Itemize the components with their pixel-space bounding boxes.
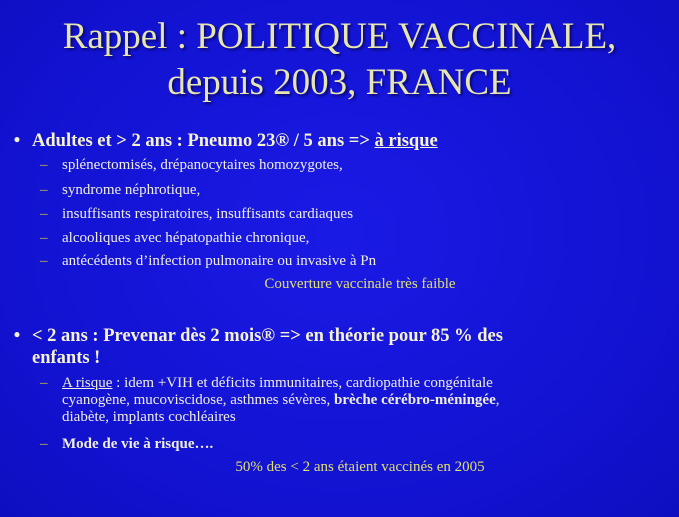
bullet-adults-text [32,130,669,152]
bullet-adults-underlined: à risque [374,131,438,151]
risk-line-2-bold: brèche cérébro-méningée [334,392,496,408]
sub-item-text: syndrome néphrotique, [62,182,201,198]
bullet-children-line-2: enfants ! [32,348,101,368]
dash-icon: – [40,230,48,246]
dash-icon: – [40,206,48,222]
risk-line-2-plain: cyanogène, mucoviscidose, asthmes sévères, [62,392,334,408]
bullet-dot-icon: • [13,326,21,346]
sub-item-3 [40,206,673,223]
risk-underlined: A risque [62,375,113,391]
sub-item-2 [40,182,673,199]
risk-line-2 [62,392,673,409]
sub-item-text: alcooliques avec hépatopathie chronique, [62,230,310,246]
risk-line-3: diabète, implants cochléaires [62,409,236,425]
bullet-adults [10,130,669,152]
sub-item-5 [40,253,673,270]
bullet-children-text [32,325,669,369]
dash-icon: – [40,253,48,269]
risk-line-1-text: : idem +VIH et déficits immunitaires, cardiopathie congénitale [112,375,493,391]
sub-item-text: insuffisants respiratoires, insuffisants cardiaques [62,206,354,222]
sub-item-1 [40,157,673,174]
title-line-2: depuis 2003, FRANCE [167,62,512,103]
bullet-adults-main: Adultes et > 2 ans : Pneumo 23® / 5 ans => [32,131,375,151]
sub-item-text: antécédents d’infection pulmonaire ou invasive à Pn [62,253,377,269]
dash-icon: – [40,375,48,391]
risk-line-1 [62,375,673,392]
risk-line-2-end: , [495,392,500,408]
sub-item-4 [40,230,673,247]
title-line-1: Rappel : POLITIQUE VACCINALE, [62,16,617,57]
sub-item-risk-text [62,375,673,426]
vaccination-rate-note: 50% des < 2 ans étaient vaccinés en 2005 [235,459,485,475]
sub-item-lifestyle [40,436,673,453]
dash-icon: – [40,436,48,452]
dash-icon: – [40,182,48,198]
coverage-note: Couverture vaccinale très faible [264,276,456,292]
bullet-children-line-1: < 2 ans : Prevenar dès 2 mois® => en théorie pour 85 % des [32,326,503,346]
slide-title [0,14,679,106]
bullet-dot-icon: • [13,131,21,151]
bullet-children [10,325,669,369]
dash-icon: – [40,157,48,173]
sub-item-lifestyle-text: Mode de vie à risque…. [62,436,214,452]
sub-item-risk [40,375,673,426]
sub-item-text: splénectomisés, drépanocytaires homozygotes, [62,157,343,173]
